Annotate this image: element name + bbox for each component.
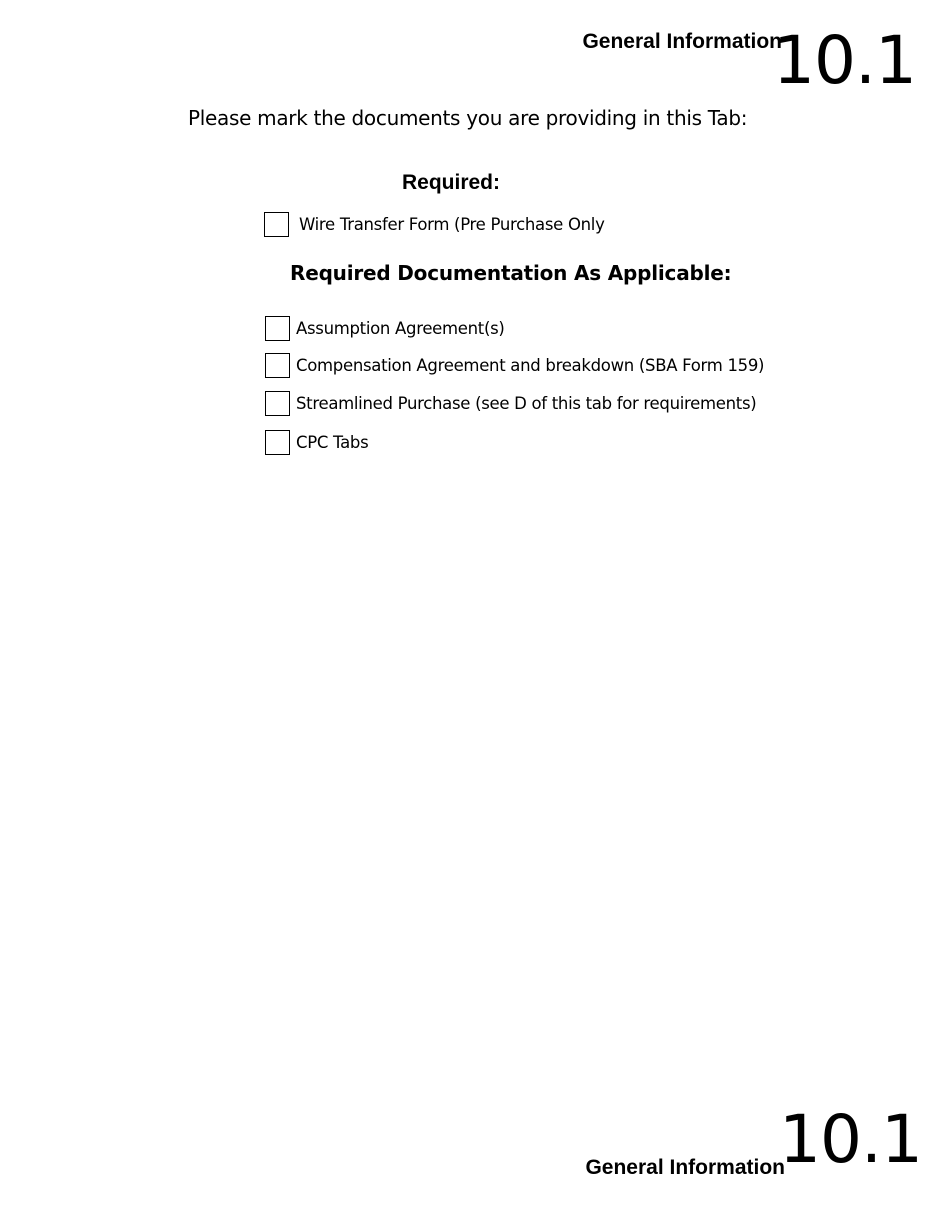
required-section-title: Required:: [402, 171, 501, 194]
checklist-item-wire-transfer[interactable]: [264, 212, 605, 237]
checklist-item-label: Assumption Agreement(s): [296, 319, 505, 338]
instruction-text: Please mark the documents you are providing in this Tab:: [188, 106, 748, 130]
checkbox-assumption[interactable]: [265, 316, 290, 341]
checkbox-compensation[interactable]: [265, 353, 290, 378]
checkbox-streamlined[interactable]: [265, 391, 290, 416]
checklist-item-label: Compensation Agreement and breakdown (SBA Form 159): [296, 356, 765, 375]
checklist-item-label: Wire Transfer Form (Pre Purchase Only: [299, 215, 605, 234]
applicable-section-title: Required Documentation As Applicable:: [290, 261, 732, 285]
footer-section-number: 10.1: [779, 1101, 922, 1178]
header-section-number: 10.1: [773, 22, 916, 99]
checklist-item-label: Streamlined Purchase (see D of this tab for requirements): [296, 394, 757, 413]
checkbox-cpc-tabs[interactable]: [265, 430, 290, 455]
checklist-item-cpc-tabs[interactable]: [265, 430, 368, 455]
checkbox-wire-transfer[interactable]: [264, 212, 289, 237]
footer-section-label: General Information: [585, 1156, 785, 1179]
header-section-label: General Information: [582, 30, 782, 53]
checklist-item-assumption[interactable]: [265, 316, 505, 341]
checklist-item-streamlined[interactable]: [265, 391, 756, 416]
checklist-item-label: CPC Tabs: [296, 433, 369, 452]
checklist-item-compensation[interactable]: [265, 353, 764, 378]
